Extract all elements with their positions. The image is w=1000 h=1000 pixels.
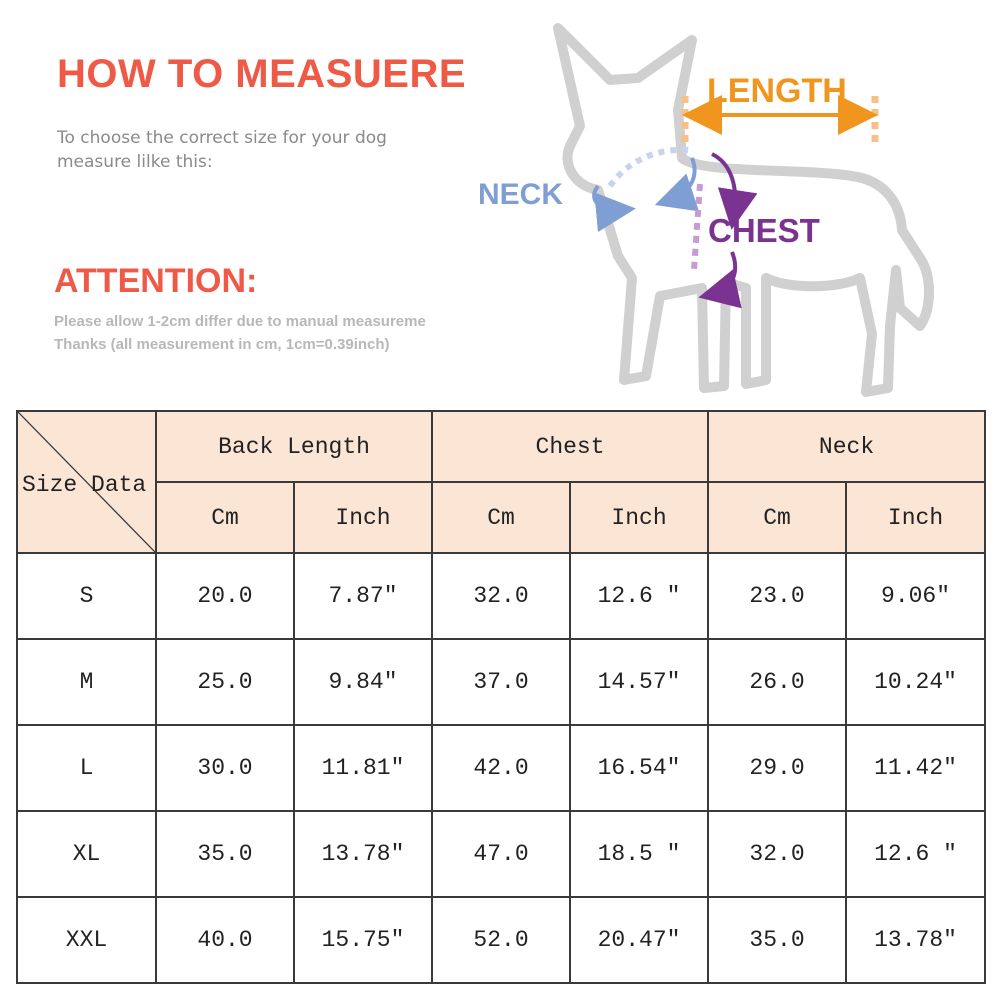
- table-cell: 9.84″: [294, 639, 432, 725]
- table-cell: 35.0: [708, 897, 846, 983]
- table-cell: 11.81″: [294, 725, 432, 811]
- unit-header: Inch: [294, 482, 432, 553]
- page-title: HOW TO MEASUERE: [57, 52, 467, 96]
- table-cell: 30.0: [156, 725, 294, 811]
- unit-header-row: [17, 482, 985, 553]
- length-label: LENGTH: [707, 72, 847, 110]
- size-chart-table: [16, 410, 986, 984]
- table-cell: 23.0: [708, 553, 846, 639]
- table-cell: 13.78″: [294, 811, 432, 897]
- unit-header: Inch: [846, 482, 985, 553]
- unit-header: Cm: [432, 482, 570, 553]
- table-cell: 37.0: [432, 639, 570, 725]
- attention-note-line-1: Please allow 1-2cm differ due to manual measureme: [54, 313, 426, 330]
- table-cell: 12.6 ″: [570, 553, 708, 639]
- neck-label: NECK: [478, 178, 564, 211]
- table-cell: 42.0: [432, 725, 570, 811]
- table-cell: 25.0: [156, 639, 294, 725]
- table-cell: 35.0: [156, 811, 294, 897]
- table-cell: 52.0: [432, 897, 570, 983]
- chest-label: CHEST: [708, 212, 820, 249]
- table-row: [17, 553, 985, 639]
- instructions-line-2: measure lilke this:: [57, 152, 213, 172]
- size-data-corner-cell: [17, 411, 156, 553]
- table-row: [17, 639, 985, 725]
- table-cell: 7.87″: [294, 553, 432, 639]
- table-cell: 12.6 ″: [846, 811, 985, 897]
- instructions-line-1: To choose the correct size for your dog: [57, 128, 387, 148]
- table-cell: 14.57″: [570, 639, 708, 725]
- table-cell: 10.24″: [846, 639, 985, 725]
- table-cell: 20.0: [156, 553, 294, 639]
- size-cell: S: [17, 553, 156, 639]
- chest-header: Chest: [432, 411, 708, 482]
- instructions-text: [57, 126, 417, 174]
- table-cell: 13.78″: [846, 897, 985, 983]
- table-cell: 11.42″: [846, 725, 985, 811]
- dog-measurement-diagram: [470, 8, 990, 400]
- table-cell: 29.0: [708, 725, 846, 811]
- size-data-label: Size Data: [22, 472, 147, 498]
- size-cell: L: [17, 725, 156, 811]
- table-row: [17, 897, 985, 983]
- table-cell: 20.47″: [570, 897, 708, 983]
- unit-header: Inch: [570, 482, 708, 553]
- attention-note-line-2: Thanks (all measurement in cm, 1cm=0.39inch): [54, 336, 390, 353]
- table-row: [17, 811, 985, 897]
- table-cell: 18.5 ″: [570, 811, 708, 897]
- back-length-header: Back Length: [156, 411, 432, 482]
- table-row: [17, 725, 985, 811]
- size-cell: M: [17, 639, 156, 725]
- table-cell: 26.0: [708, 639, 846, 725]
- size-cell: XXL: [17, 897, 156, 983]
- table-cell: 32.0: [432, 553, 570, 639]
- table-cell: 47.0: [432, 811, 570, 897]
- table-cell: 16.54″: [570, 725, 708, 811]
- size-cell: XL: [17, 811, 156, 897]
- unit-header: Cm: [708, 482, 846, 553]
- attention-note: [54, 310, 504, 356]
- table-cell: 15.75″: [294, 897, 432, 983]
- table-cell: 32.0: [708, 811, 846, 897]
- table-cell: 9.06″: [846, 553, 985, 639]
- table-cell: 40.0: [156, 897, 294, 983]
- attention-heading: ATTENTION:: [54, 262, 258, 300]
- neck-header: Neck: [708, 411, 985, 482]
- group-header-row: [17, 411, 985, 482]
- unit-header: Cm: [156, 482, 294, 553]
